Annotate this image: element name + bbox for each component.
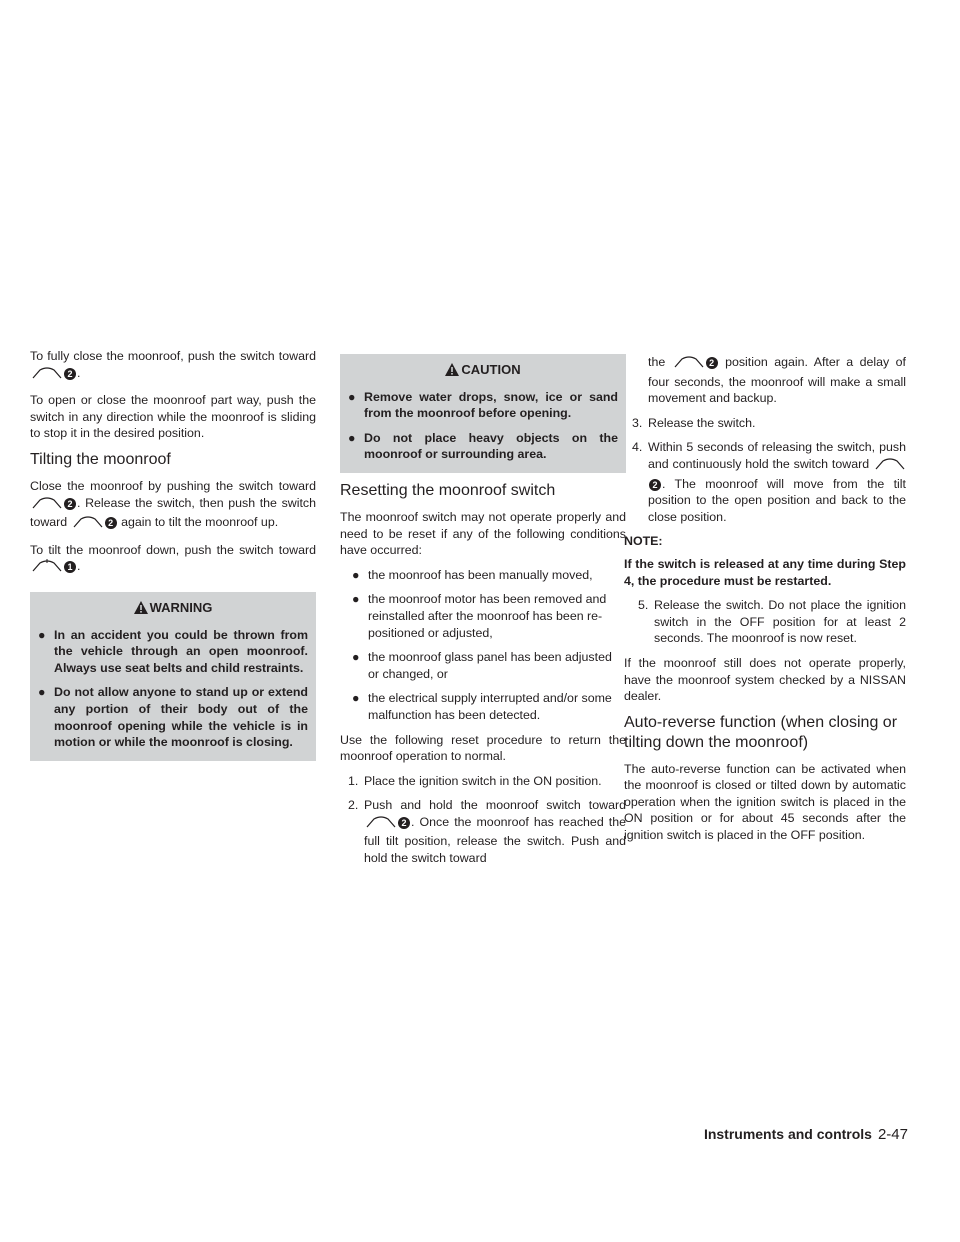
condition-item: ● the moonroof motor has been removed and reinstalled after the moonroof has been re-positioned or adjusted, [352,592,607,640]
section-name: Instruments and controls [703,1126,872,1142]
number-1-marker: 1 [64,561,76,573]
moonroof-tilt-icon [674,355,704,374]
moonroof-tilt-down-icon [32,559,62,578]
caution-item: ● Remove water drops, snow, ice or sand from the moonroof before opening. [348,389,618,421]
number-2-marker: 2 [64,498,76,510]
paragraph-reset-procedure: Use the following reset procedure to return the moonroof operation to normal. [340,732,626,764]
reset-steps [340,773,626,867]
moonroof-tilt-icon [73,515,103,534]
heading-tilting: Tilting the moonroof [30,450,171,468]
warning-box [30,592,316,761]
moonroof-tilt-icon [875,457,905,476]
condition-item: ● the moonroof has been manually moved, [352,567,593,582]
number-2-marker: 2 [649,479,661,491]
step-2: 2. Push and hold the moonroof switch toward 2 . Once the moonroof has reached the full tilt position, release the switch. Push and hold the switch toward [348,798,626,866]
step-3: 3. Release the switch. [632,415,756,430]
number-2-marker: 2 [706,357,718,369]
column-left [30,348,316,769]
step-1: 1. Place the ignition switch in the ON position. [348,773,602,788]
caution-box [340,354,626,473]
paragraph-auto-reverse: The auto-reverse function can be activated when the moonroof is closed or tilted down by automatic operation when the ignition switch is placed in the ON position or for about 45 seconds after the ignition switch is placed in the OFF position. [624,761,906,843]
column-right [624,348,906,852]
paragraph-nissan-dealer: If the moonroof still does not operate properly, have the moonroof system checked by a NISSAN dealer. [624,655,906,704]
warning-triangle-icon [134,601,148,619]
step-2-continued: the 2 position again. After a delay of four seconds, the moonroof will make a small movement and backup. [648,355,906,406]
heading-auto-reverse: Auto-reverse function (when closing or tilting down the moonroof) [624,713,898,751]
moonroof-tilt-icon [32,496,62,515]
conditions-list [340,567,626,724]
warning-item: ● Do not allow anyone to stand up or extend any portion of their body out of the moonroof opening while the vehicle is in motion or while the moonroof is closing. [38,685,308,750]
caution-list [348,389,618,463]
note-text: If the switch is released at any time during Step 4, the procedure must be restarted. [624,556,906,588]
moonroof-tilt-icon [32,366,62,385]
page-number: 2-47 [877,1126,908,1143]
number-2-marker: 2 [64,368,76,380]
condition-item: ● the electrical supply interrupted and/or some malfunction has been detected. [352,691,612,722]
step-5: 5. Release the switch. Do not place the ignition switch in the OFF position for at least 2 seconds. The moonroof is now reset. [638,598,906,646]
caution-item: ● Do not place heavy objects on the moonroof or surrounding area. [348,430,618,462]
heading-resetting: Resetting the moonroof switch [340,481,556,499]
paragraph-fully-close: To fully close the moonroof, push the switch toward 2 . [30,348,316,384]
warning-list [38,627,308,751]
warning-title: WARNING [38,600,308,619]
caution-title: CAUTION [348,362,618,381]
note-label: NOTE: [624,534,663,549]
moonroof-tilt-icon [366,815,396,834]
number-2-marker: 2 [105,517,117,529]
condition-item: ● the moonroof glass panel has been adjusted or changed, or [352,650,612,681]
paragraph-tilt-up: Close the moonroof by pushing the switch toward 2 . Release the switch, then push the switch toward 2 again to tilt the moonroof up. [30,478,316,534]
number-2-marker: 2 [398,817,410,829]
paragraph-reset-intro: The moonroof switch may not operate properly and need to be reset if any of the following conditions have occurred: [340,509,626,558]
caution-triangle-icon [445,363,459,381]
paragraph-part-way: To open or close the moonroof part way, push the switch in any direction while the moonroof is sliding to stop it in the desired position. [30,393,316,441]
reset-steps-continued [624,415,906,526]
reset-steps-final [624,597,906,647]
step-4: 4. Within 5 seconds of releasing the switch, push and continuously hold the switch toward 2 . The moonroof will move from the tilt position to the open position and back to the close position. [632,440,906,524]
warning-item: ● In an accident you could be thrown from the vehicle through an open moonroof. Always use seat belts and child restraints. [38,627,308,675]
paragraph-tilt-down: To tilt the moonroof down, push the switch toward 1 . [30,542,316,578]
page-footer [676,1126,908,1144]
column-middle [340,348,626,875]
